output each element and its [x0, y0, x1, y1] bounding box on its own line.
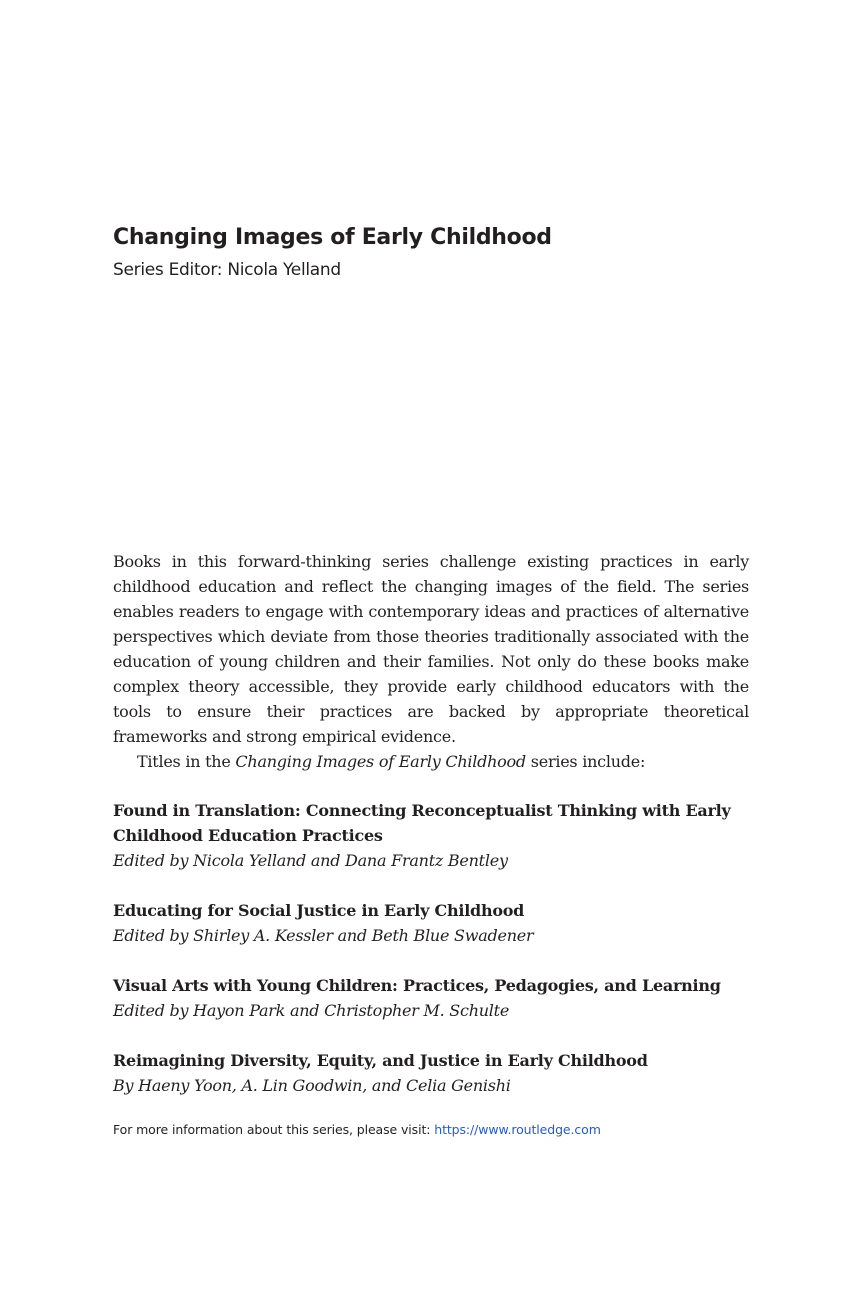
book-entry	[113, 1048, 773, 1098]
book-title: Found in Translation: Connecting Reconceptualist Thinking with Early Childhood Education Practices	[113, 801, 731, 845]
book-editors: By Haeny Yoon, A. Lin Goodwin, and Celia Genishi	[113, 1076, 511, 1095]
book-editors: Edited by Hayon Park and Christopher M. Schulte	[113, 1001, 510, 1020]
titles-intro	[137, 749, 645, 774]
routledge-link[interactable]: https://www.routledge.com	[434, 1122, 601, 1137]
titles-intro-prefix: Titles in the	[137, 752, 231, 771]
book-title: Reimagining Diversity, Equity, and Justice in Early Childhood	[113, 1051, 648, 1070]
book-editors: Edited by Nicola Yelland and Dana Frantz Bentley	[113, 851, 508, 870]
book-entry	[113, 898, 773, 948]
book-title: Educating for Social Justice in Early Childhood	[113, 901, 525, 920]
titles-intro-suffix: series include:	[530, 752, 646, 771]
more-info-text: For more information about this series, please visit:	[113, 1122, 431, 1137]
series-title: Changing Images of Early Childhood	[113, 225, 552, 250]
series-editor: Series Editor: Nicola Yelland	[113, 260, 341, 280]
book-title: Visual Arts with Young Children: Practices, Pedagogies, and Learning	[113, 976, 721, 995]
more-info	[113, 1122, 601, 1137]
series-description: Books in this forward-thinking series challenge existing practices in early childhood education and reflect the changing images of the field. The series enables readers to engage with contemporary ideas and practices of alternative perspectives which deviate from those theories traditionally associated with the education of young children and their families. Not only do these books make complex theory accessible, they provide early childhood educators with the tools to ensure their practices are backed by appropriate theoretical frameworks and strong empirical evidence.	[113, 552, 749, 746]
book-entry	[113, 973, 773, 1023]
titles-intro-series: Changing Images of Early Childhood	[235, 752, 526, 771]
book-editors: Edited by Shirley A. Kessler and Beth Blue Swadener	[113, 926, 534, 945]
book-entry	[113, 798, 773, 873]
